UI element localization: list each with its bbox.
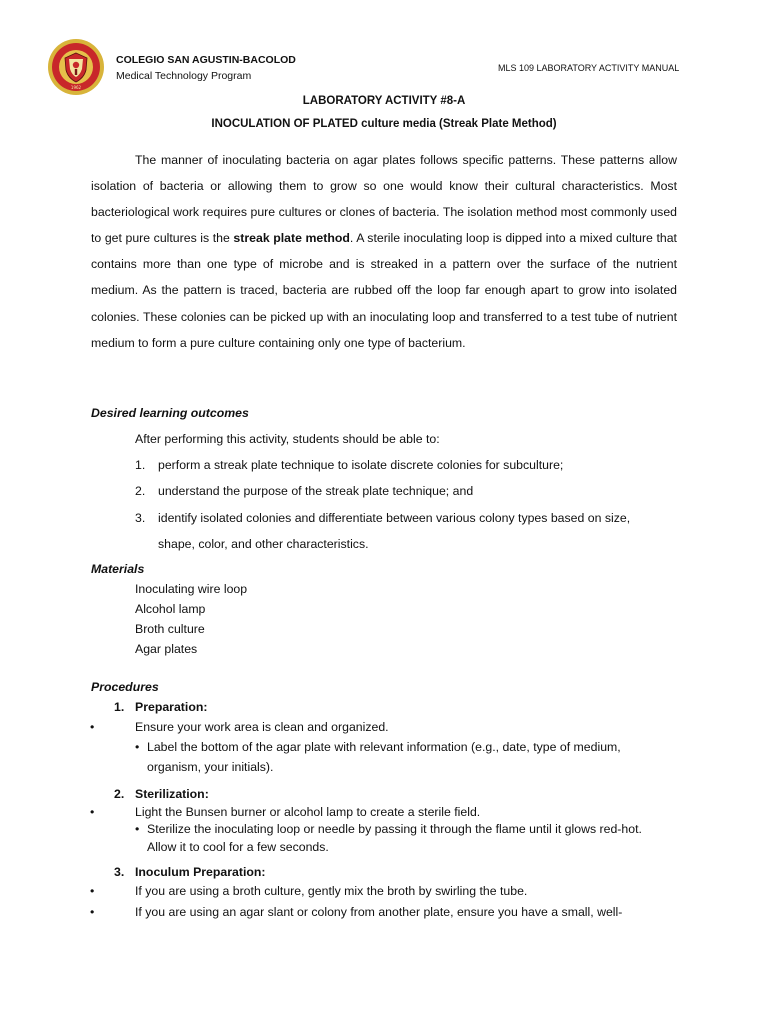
sub-bullet-icon: • xyxy=(135,740,140,754)
step-title: Inoculum Preparation: xyxy=(135,865,266,879)
outcome-number: 1. xyxy=(135,458,146,472)
program-name: Medical Technology Program xyxy=(116,70,252,82)
sub-bullet-text-continued: Allow it to cool for a few seconds. xyxy=(147,840,329,854)
bullet-icon: • xyxy=(90,905,95,919)
sub-bullet-icon: • xyxy=(135,822,140,836)
bullet-icon: • xyxy=(90,805,95,819)
bullet-icon: • xyxy=(90,884,95,898)
step-title: Sterilization: xyxy=(135,787,209,801)
step-title: Preparation: xyxy=(135,700,208,714)
material-item: Alcohol lamp xyxy=(135,602,206,616)
outcome-number: 3. xyxy=(135,511,146,525)
step-number: 2. xyxy=(114,787,125,801)
school-seal-logo xyxy=(47,38,105,96)
outcome-number: 2. xyxy=(135,484,146,498)
material-item: Broth culture xyxy=(135,622,205,636)
intro-paragraph xyxy=(91,147,677,356)
manual-title: MLS 109 LABORATORY ACTIVITY MANUAL xyxy=(498,63,680,73)
intro-text-1: The manner of inoculating bacteria on agar plates follows specific patterns. These patterns allow isolation of bacteria or allowing them to grow so one would know their cultural characteristics. Most bacteriological work requires pure cultures or clones of bacteria. The isolation method most commonly used to get pure cultures is the xyxy=(91,153,677,246)
svg-text:1962: 1962 xyxy=(70,85,82,90)
intro-text-2: . A sterile inoculating loop is dipped into a mixed culture that contains more than one type of microbe and is streaked in a pattern over the surface of the nutrient medium. As the pattern is traced, bacteria are rubbed off the loop far enough apart to grow into isolated colonies. These colonies can be picked up with an inoculating loop and transferred to a test tube of nutrient medium to form a pure culture containing only one type of bacterium. xyxy=(91,231,677,350)
sub-bullet-text-continued: organism, your initials). xyxy=(147,760,274,774)
step-number: 1. xyxy=(114,700,125,714)
procedures-heading: Procedures xyxy=(91,680,159,694)
step-bullet-text: Ensure your work area is clean and organized. xyxy=(135,720,389,734)
material-item: Inoculating wire loop xyxy=(135,582,248,596)
outcome-item: understand the purpose of the streak plate technique; and xyxy=(158,484,474,498)
outcomes-intro: After performing this activity, students should be able to: xyxy=(135,432,440,446)
step-bullet-text: If you are using an agar slant or colony from another plate, ensure you have a small, well- xyxy=(135,905,623,919)
outcomes-heading: Desired learning outcomes xyxy=(91,406,249,420)
page-header xyxy=(0,0,768,100)
outcome-item: identify isolated colonies and differentiate between various colony types based on size, xyxy=(158,511,631,525)
step-number: 3. xyxy=(114,865,125,879)
step-bullet-text: If you are using a broth culture, gently mix the broth by swirling the tube. xyxy=(135,884,528,898)
activity-subtitle: INOCULATION OF PLATED culture media (Streak Plate Method) xyxy=(211,118,557,130)
intro-bold-term: streak plate method xyxy=(233,231,350,246)
school-name: COLEGIO SAN AGUSTIN-BACOLOD xyxy=(116,54,296,66)
sub-bullet-text: Sterilize the inoculating loop or needle by passing it through the flame until it glows red-hot. xyxy=(147,822,642,836)
activity-title: LABORATORY ACTIVITY #8-A xyxy=(302,95,466,107)
bullet-icon: • xyxy=(90,720,95,734)
sub-bullet-text: Label the bottom of the agar plate with relevant information (e.g., date, type of medium, xyxy=(147,740,621,754)
outcome-item-continued: shape, color, and other characteristics. xyxy=(158,537,369,551)
outcome-item: perform a streak plate technique to isolate discrete colonies for subculture; xyxy=(158,458,564,472)
step-bullet-text: Light the Bunsen burner or alcohol lamp to create a sterile field. xyxy=(135,805,481,819)
material-item: Agar plates xyxy=(135,642,198,656)
materials-heading: Materials xyxy=(91,562,145,576)
school-block xyxy=(116,52,296,84)
